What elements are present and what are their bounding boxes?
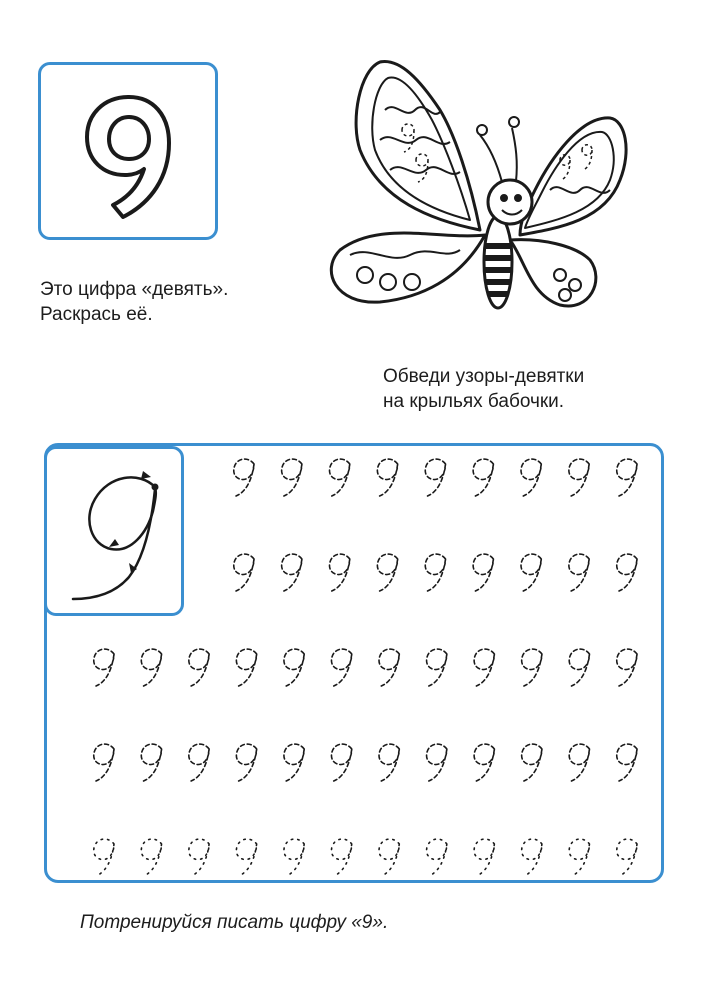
trace-nine — [569, 554, 589, 591]
trace-nine — [617, 649, 637, 686]
trace-nine — [94, 839, 114, 876]
trace-nine — [427, 649, 447, 686]
trace-nine — [522, 839, 542, 876]
trace-nine — [427, 839, 447, 876]
trace-nine — [236, 744, 256, 781]
trace-nine — [284, 649, 304, 686]
trace-nine — [522, 649, 542, 686]
trace-nine — [473, 554, 493, 591]
trace-nine — [331, 744, 351, 781]
digit-caption-line-2: Раскрась её. — [40, 304, 153, 325]
butterfly-caption-line-1: Обведи узоры-девятки — [383, 366, 585, 387]
trace-nine — [94, 744, 114, 781]
trace-nine — [379, 839, 399, 876]
trace-nine — [282, 554, 302, 591]
trace-nine — [377, 459, 397, 496]
trace-nine — [521, 554, 541, 591]
trace-nine — [189, 839, 209, 876]
trace-nine — [94, 649, 114, 686]
trace-nine — [282, 459, 302, 496]
trace-nine — [617, 839, 637, 876]
trace-nine — [425, 554, 445, 591]
trace-nine — [141, 744, 161, 781]
trace-nine — [329, 459, 349, 496]
butterfly-caption-line-2: на крыльях бабочки. — [383, 391, 565, 412]
trace-nine — [284, 744, 304, 781]
trace-nine — [473, 459, 493, 496]
trace-nine — [236, 839, 256, 876]
trace-nine — [569, 459, 589, 496]
trace-nine — [189, 744, 209, 781]
trace-nine — [521, 459, 541, 496]
trace-nine — [474, 744, 494, 781]
trace-nine — [377, 554, 397, 591]
trace-nine — [236, 649, 256, 686]
trace-nine — [234, 554, 254, 591]
trace-nine — [617, 744, 637, 781]
trace-nine — [331, 649, 351, 686]
trace-nine — [522, 744, 542, 781]
trace-nine — [284, 839, 304, 876]
trace-nine — [189, 649, 209, 686]
trace-nine — [379, 649, 399, 686]
digit-caption-line-1: Это цифра «девять». — [40, 279, 229, 300]
trace-nine — [569, 839, 589, 876]
trace-nine — [234, 459, 254, 496]
trace-nine — [569, 744, 589, 781]
trace-nine — [425, 459, 445, 496]
trace-nine — [617, 554, 637, 591]
trace-nine — [379, 744, 399, 781]
trace-nine — [331, 839, 351, 876]
trace-nine — [329, 554, 349, 591]
footer-instruction: Потренируйся писать цифру «9». — [80, 912, 389, 933]
trace-nine — [141, 649, 161, 686]
trace-nine — [569, 649, 589, 686]
trace-nine — [617, 459, 637, 496]
trace-nine — [474, 649, 494, 686]
trace-nine — [141, 839, 161, 876]
trace-nine — [427, 744, 447, 781]
trace-nine — [474, 839, 494, 876]
